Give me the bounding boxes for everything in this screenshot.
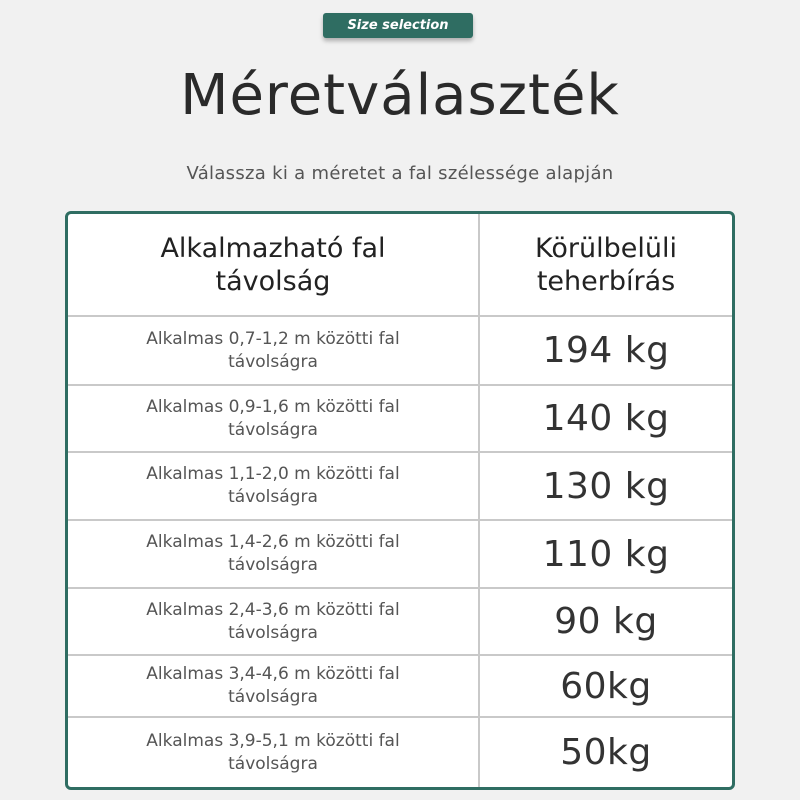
row-wall-distance: Alkalmas 2,4-3,6 m közötti fal távolságra bbox=[146, 599, 400, 643]
table-row bbox=[68, 656, 732, 718]
table-row bbox=[68, 386, 732, 453]
row-wall-distance: Alkalmas 3,9-5,1 m közötti fal távolságra bbox=[146, 730, 400, 774]
page-subtitle: Válassza ki a méretet a fal szélessége alapján bbox=[186, 163, 614, 184]
row-load-capacity: 130 kg bbox=[542, 465, 670, 507]
row-wall-distance: Alkalmas 1,1-2,0 m közötti fal távolságra bbox=[146, 464, 400, 507]
table-row bbox=[68, 317, 732, 386]
row-wall-distance: Alkalmas 0,9-1,6 m közötti fal távolságra bbox=[146, 396, 400, 440]
row-load-capacity: 90 kg bbox=[554, 601, 658, 642]
table-row bbox=[68, 718, 732, 787]
table-row bbox=[68, 453, 732, 521]
row-load-capacity: 60kg bbox=[560, 665, 652, 707]
table-row bbox=[68, 521, 732, 589]
page-title: Méretválaszték bbox=[180, 63, 620, 128]
size-selection-badge: Size selection bbox=[323, 13, 473, 38]
header-load-capacity: Körülbelüli teherbírás bbox=[535, 232, 677, 297]
header-wall-distance: Alkalmazható fal távolság bbox=[160, 232, 386, 297]
table-row bbox=[68, 589, 732, 656]
table-header-row bbox=[68, 214, 732, 317]
size-table bbox=[65, 211, 735, 790]
row-wall-distance: Alkalmas 0,7-1,2 m közötti fal távolságra bbox=[146, 328, 400, 372]
row-load-capacity: 140 kg bbox=[542, 398, 670, 439]
row-wall-distance: Alkalmas 3,4-4,6 m közötti fal távolságra bbox=[146, 664, 400, 707]
row-load-capacity: 50kg bbox=[560, 732, 652, 773]
row-load-capacity: 194 kg bbox=[542, 330, 670, 371]
row-load-capacity: 110 kg bbox=[542, 533, 670, 575]
row-wall-distance: Alkalmas 1,4-2,6 m közötti fal távolságra bbox=[146, 532, 400, 575]
